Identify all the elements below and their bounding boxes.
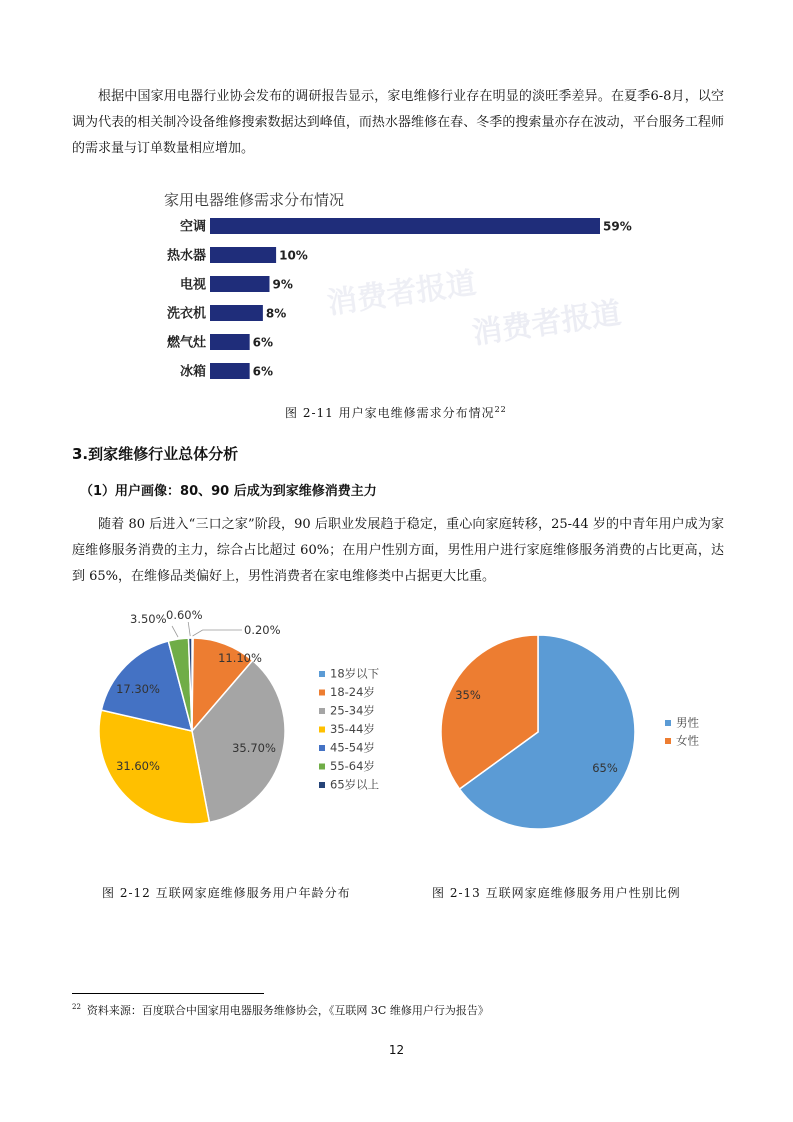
bar xyxy=(210,334,250,350)
pie-value-label: 3.50% xyxy=(130,612,167,626)
bar-category-label: 热水器 xyxy=(166,248,206,264)
leader-line xyxy=(193,630,242,636)
gender-ratio-pie-chart xyxy=(408,600,718,865)
bar-value-label: 10% xyxy=(279,248,308,263)
watermark: 消费者报道 xyxy=(469,295,624,352)
pie-value-label: 0.60% xyxy=(166,608,203,622)
legend-swatch xyxy=(665,720,671,726)
leader-line xyxy=(188,622,190,636)
legend-label: 18-24岁 xyxy=(330,685,375,699)
legend-swatch xyxy=(319,764,325,770)
legend-swatch xyxy=(319,782,325,788)
figure-caption-2-11: 图 2-11 用户家电维修需求分布情况$^{22}$ xyxy=(285,405,507,420)
legend-label: 45-54岁 xyxy=(330,740,375,755)
bar-category-label: 洗衣机 xyxy=(166,306,206,322)
legend-swatch xyxy=(665,738,671,744)
figure-caption-2-12: 图 2-12 互联网家庭维修服务用户年龄分布 xyxy=(102,886,351,900)
subsection-heading: （1）用户画像：80、90 后成为到家维修消费主力 xyxy=(80,484,377,499)
legend-swatch xyxy=(319,671,325,677)
legend-label: 25-34岁 xyxy=(330,703,375,718)
bar xyxy=(210,363,250,379)
bar-category-label: 燃气灶 xyxy=(166,335,206,351)
legend-label: 18岁以下 xyxy=(330,666,380,681)
pie-value-label: 35% xyxy=(455,688,481,702)
leader-line xyxy=(172,626,178,637)
pie-value-label: 0.20% xyxy=(244,623,281,637)
bar-value-label: 6% xyxy=(252,364,274,379)
pie-value-label: 11.10% xyxy=(218,651,262,665)
pie-value-label: 35.70% xyxy=(232,741,276,755)
bar xyxy=(210,247,276,263)
footnote-divider xyxy=(72,993,264,994)
legend-label: 35-44岁 xyxy=(330,722,375,736)
page-number: 12 xyxy=(388,1043,405,1057)
pie-value-label: 65% xyxy=(592,761,618,775)
bar-value-label: 6% xyxy=(252,335,274,350)
legend-label: 男性 xyxy=(676,715,699,730)
bar-value-label: 59% xyxy=(603,219,632,234)
age-distribution-pie-chart xyxy=(86,600,401,865)
legend-swatch xyxy=(319,708,325,714)
bar xyxy=(210,305,263,321)
bar xyxy=(210,218,600,234)
watermark: 消费者报道 xyxy=(324,265,479,322)
bar-category-label: 冰箱 xyxy=(179,364,206,380)
bar-value-label: 8% xyxy=(265,306,287,321)
legend-label: 65岁以上 xyxy=(330,777,380,792)
bar-chart-title: 家用电器维修需求分布情况 xyxy=(164,191,345,209)
legend-label: 55-64岁 xyxy=(330,759,375,773)
section-heading: 3.到家维修行业总体分析 xyxy=(72,445,239,463)
repair-demand-bar-chart xyxy=(158,183,648,393)
bar-category-label: 空调 xyxy=(179,219,206,235)
legend-label: 女性 xyxy=(676,733,699,748)
intro-paragraph: 根据中国家用电器行业协会发布的调研报告显示，家电维修行业存在明显的淡旺季差异。在夏季6-8月，以空调为代表的相关制冷设备维修搜索数据达到峰值，而热水器维修在春、冬季的搜索量亦存在波动，平台服务工程师的需求量与订单数量相应增加。 xyxy=(72,89,724,156)
pie-value-label: 31.60% xyxy=(116,759,160,773)
bar-category-label: 电视 xyxy=(179,277,206,293)
figure-caption-2-13: 图 2-13 互联网家庭维修服务用户性别比例 xyxy=(432,886,681,900)
legend-swatch xyxy=(319,690,325,696)
bar xyxy=(210,276,269,292)
legend-swatch xyxy=(319,727,325,733)
legend-swatch xyxy=(319,745,325,751)
bar-value-label: 9% xyxy=(272,277,293,292)
body-paragraph: 随着 80 后进入“三口之家”阶段，90 后职业发展趋于稳定，重心向家庭转移，25-44 岁的中青年用户成为家庭维修服务消费的主力，综合占比超过 60%；在用户性别方面，男性用户进行家庭维修服务消费的占比更高，达到 65%，在维修品类偏好上，男性消费者在家电维修类中占据更大比重。 xyxy=(72,517,724,584)
pie-value-label: 17.30% xyxy=(116,682,160,696)
footnote: $^{22}$ 资料来源：百度联合中国家用电器服务维修协会，《互联网 3C 维修用户行为报告》 xyxy=(72,1003,489,1017)
